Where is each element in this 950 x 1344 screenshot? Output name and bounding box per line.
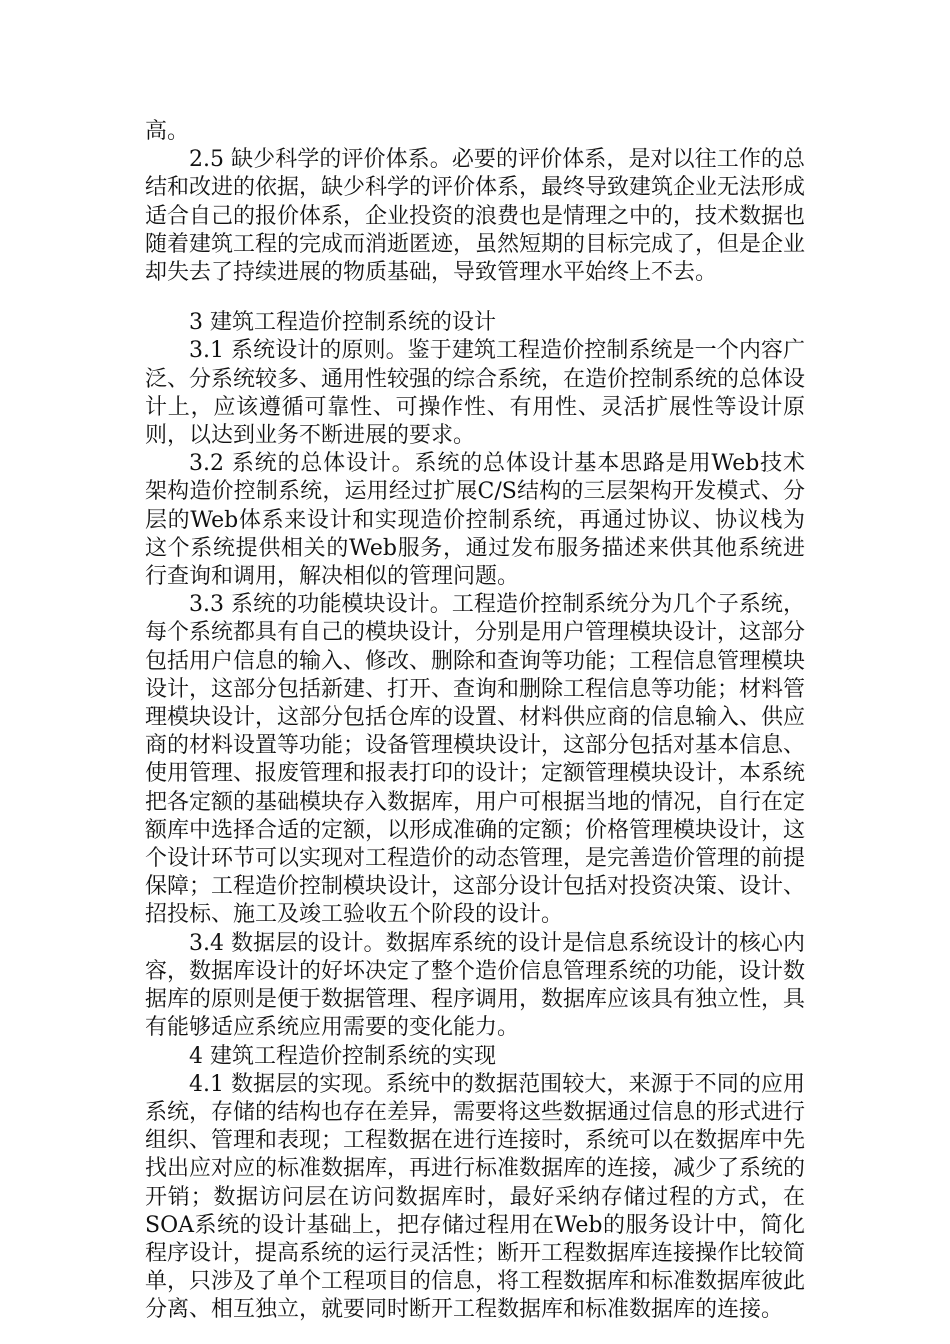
document-body <box>145 118 805 1325</box>
section-heading-3: 3 建筑工程造价控制系统的设计 <box>189 310 496 336</box>
section-heading-4: 4 建筑工程造价控制系统的实现 <box>189 1043 496 1069</box>
paragraph-3-1: 3.1 系统设计的原则。鉴于建筑工程造价控制系统是一个内容广泛、分系统较多、通用性较强的综合系统，在造价控制系统的总体设计上，应该遵循可靠性、可操作性、有用性、灵活扩展性等设计原则，以达到业务不断进展的要求。 <box>145 338 806 449</box>
paragraph-3-4: 3.4 数据层的设计。数据库系统的设计是信息系统设计的核心内容，数据库设计的好坏决定了整个造价信息管理系统的功能，设计数据库的原则是便于数据管理、程序调用，数据库应该具有独立性，具有能够适应系统应用需要的变化能力。 <box>145 930 806 1041</box>
paragraph-3-2: 3.2 系统的总体设计。系统的总体设计基本思路是用Web技术架构造价控制系统，运用经过扩展C/S结构的三层架构开发模式、分层的Web体系来设计和实现造价控制系统，再通过协议、协议栈为这个系统提供相关的Web服务，通过发布服务描述来供其他系统进行查询和调用，解决相似的管理问题。 <box>145 451 805 590</box>
paragraph-continuation: 高。 <box>145 119 190 144</box>
paragraph-3-3: 3.3 系统的功能模块设计。工程造价控制系统分为几个子系统，每个系统都具有自己的模块设计，分别是用户管理模块设计，这部分包括用户信息的输入、修改、删除和查询等功能；工程信息管理模块设计，这部分包括新建、打开、查询和删除工程信息等功能；材料管理模块设计，这部分包括仓库的设置、材料供应商的信息输入、供应商的材料设置等功能；设备管理模块设计，这部分包括对基本信息、使用管理、报废管理和报表打印的设计；定额管理模块设计，本系统把各定额的基础模块存入数据库，用户可根据当地的情况，自行在定额库中选择合适的定额，以形成准确的定额；价格管理模块设计，这个设计环节可以实现对工程造价的动态管理，是完善造价管理的前提保障；工程造价控制模块设计，这部分设计包括对投资决策、设计、招投标、施工及竣工验收五个阶段的设计。 <box>145 592 806 928</box>
section-gap <box>145 287 805 309</box>
paragraph-2-5: 2.5 缺少科学的评价体系。必要的评价体系，是对以往工作的总结和改进的依据，缺少科学的评价体系，最终导致建筑企业无法形成适合自己的报价体系，企业投资的浪费也是情理之中的，技术数据也随着建筑工程的完成而消逝匿迹，虽然短期的目标完成了，但是企业却失去了持续进展的物质基础，导致管理水平始终上不去。 <box>145 147 806 286</box>
paragraph-4-1: 4.1 数据层的实现。系统中的数据范围较大，来源于不同的应用系统，存储的结构也存在差异，需要将这些数据通过信息的形式进行组织、管理和表现；工程数据在进行连接时，系统可以在数据库中先找出应对应的标准数据库，再进行标准数据库的连接，减少了系统的开销；数据访问层在访问数据库时，最好采纳存储过程的方式，在SOA系统的设计基础上，把存储过程用在Web的服务设计中，简化程序设计，提高系统的运行灵活性；断开工程数据库连接操作比较简单，只涉及了单个工程项目的信息，将工程数据库和标准数据库彼此分离、相互独立，就要同时断开工程数据库和标准数据库的连接。 <box>145 1071 806 1323</box>
